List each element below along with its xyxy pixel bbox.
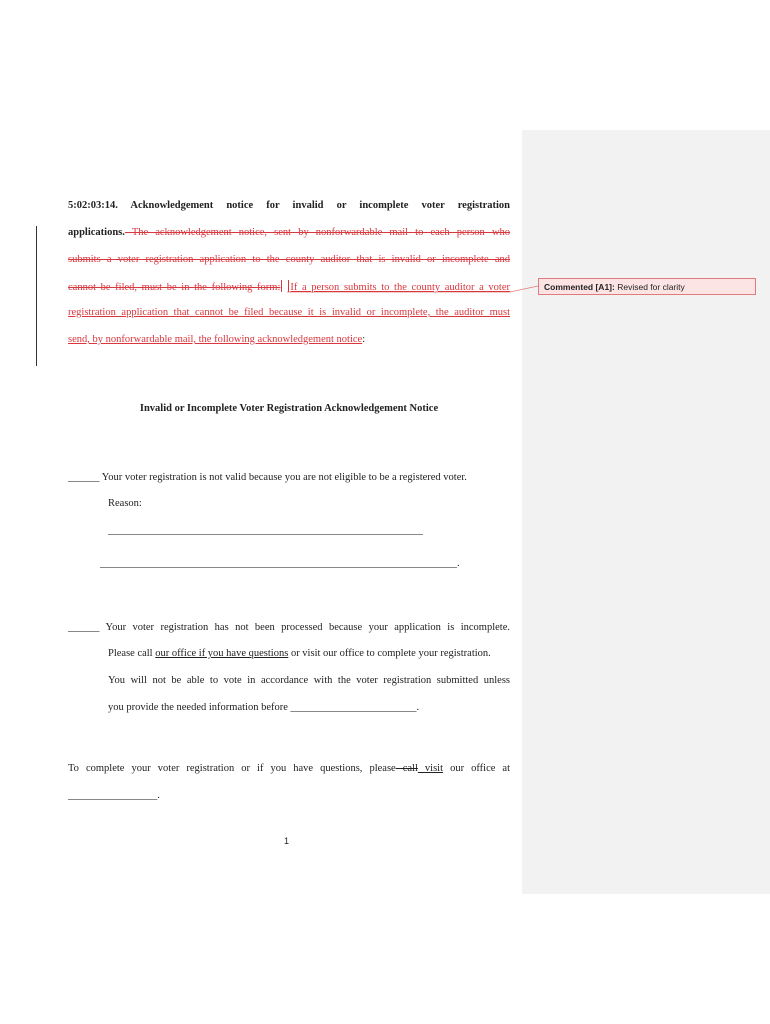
section-title: Acknowledgement notice for invalid or incomplete voter registration	[130, 200, 511, 211]
item-2-text-a: Please call	[108, 648, 156, 659]
deleted-text: The acknowledgement notice, sent by nonforwardable mail to each person who	[124, 227, 510, 238]
inserted-text: send, by nonforwardable mail, the following acknowledgement notice	[68, 334, 363, 345]
section-line-2	[68, 226, 510, 240]
reason-label: Reason:	[108, 498, 142, 509]
closing-line	[68, 762, 510, 776]
item-2-line-2	[108, 647, 510, 661]
comment-balloon[interactable]	[538, 278, 756, 295]
reason-line-2: ____________________________________________________________________.	[100, 558, 460, 569]
item-2-blank: ______	[68, 622, 100, 633]
item-2-text: Your voter registration has not been processed because your application is incomplete.	[105, 622, 510, 633]
comment-text: Revised for clarity	[617, 282, 685, 292]
item-2-text-b: or visit our office to complete your registration.	[288, 648, 491, 659]
section-line-6	[68, 333, 510, 347]
closing-line-2: _________________.	[68, 790, 160, 801]
section-title-cont: applications.	[68, 227, 125, 238]
inserted-text: If a person submits to the county auditor a voter	[290, 282, 511, 293]
page-number: 1	[284, 836, 290, 846]
inserted-text: registration application that cannot be filed because it is invalid or incomplete, the auditor must	[68, 307, 510, 318]
comment-anchor	[281, 280, 289, 292]
notice-heading: Invalid or Incomplete Voter Registration Acknowledgement Notice	[139, 403, 439, 414]
item-1-blank: ______	[68, 472, 100, 483]
deleted-text: call	[395, 763, 418, 774]
colon: :	[362, 334, 366, 345]
reason-line-1: ____________________________________________________________	[108, 525, 423, 536]
change-bar	[36, 226, 37, 366]
notice-item-1	[68, 471, 510, 485]
section-line-4	[68, 280, 510, 295]
item-1-text: Your voter registration is not valid because you are not eligible to be a registered voter.	[101, 472, 467, 483]
section-heading	[68, 199, 510, 213]
item-2-line-4: you provide the needed information before ________________________.	[108, 702, 420, 713]
closing-text-b: our office at	[443, 763, 511, 774]
comment-label: Commented [A1]:	[544, 282, 615, 292]
deleted-text: cannot be filed, must be in the following form:	[68, 282, 281, 293]
deleted-text: submits a voter registration application to the county auditor that is invalid or incomplete and	[68, 254, 510, 265]
inserted-text: visit	[417, 763, 444, 774]
section-line-5	[68, 306, 510, 320]
notice-item-2	[68, 621, 510, 635]
closing-text-a: To complete your voter registration or if you have questions, please	[68, 763, 396, 774]
section-number: 5:02:03:14.	[68, 200, 118, 211]
underlined-text: our office if you have questions	[155, 648, 289, 659]
section-line-3	[68, 253, 510, 267]
item-2-line-3: You will not be able to vote in accordance with the voter registration submitted unless	[108, 675, 510, 686]
